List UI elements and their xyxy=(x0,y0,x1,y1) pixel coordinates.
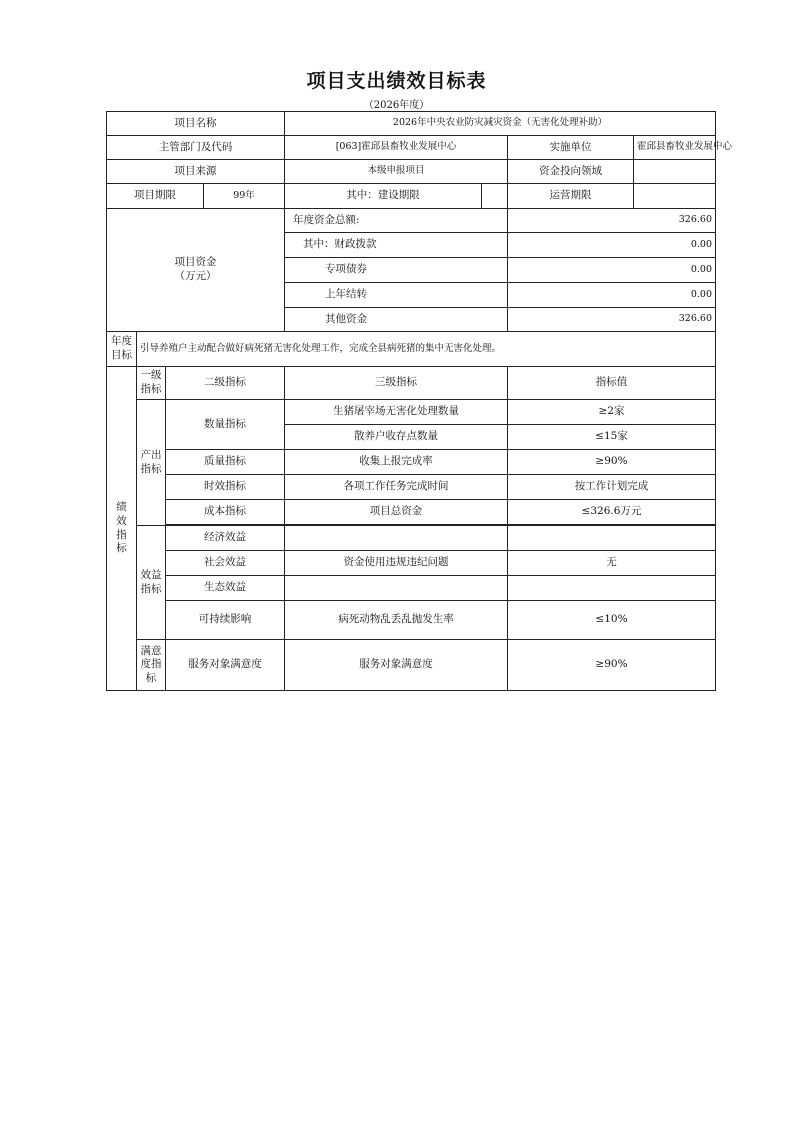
fiscal-year: （2026年度） xyxy=(363,100,430,111)
build-period-cell xyxy=(285,184,508,209)
annual-goal-label-line2: 目标 xyxy=(111,349,132,361)
indicator-name: 各项工作任务完成时间 xyxy=(285,475,508,500)
indicator-name xyxy=(285,576,508,601)
indicator-value: ≥2家 xyxy=(508,400,716,425)
cost-indicator-label: 成本指标 xyxy=(166,500,285,525)
indicator-value: ≤15家 xyxy=(508,425,716,450)
row-project-name xyxy=(107,112,716,136)
sustainability-label: 可持续影响 xyxy=(166,601,285,640)
implementing-unit-label: 实施单位 xyxy=(508,136,634,160)
perf-label-char: 标 xyxy=(116,542,127,555)
indicator-value-header: 指标值 xyxy=(508,367,716,400)
perf-label-char: 绩 xyxy=(116,501,127,514)
output-indicator-label xyxy=(137,400,166,526)
row-quality xyxy=(107,450,716,475)
performance-target-table xyxy=(106,111,733,691)
fund-row-value: 0.00 xyxy=(508,233,716,258)
fund-row-label: 上年结转 xyxy=(285,283,508,308)
economic-benefit-label: 经济效益 xyxy=(166,526,285,551)
row-indicator-header xyxy=(107,367,716,400)
row-source xyxy=(107,160,716,184)
indicator-name: 病死动物乱丢乱抛发生率 xyxy=(285,601,508,640)
fund-row-label: 其他资金 xyxy=(285,308,508,332)
indicator-value: ≤326.6万元 xyxy=(508,500,716,525)
output-label-line: 产出 xyxy=(140,448,162,461)
fund-row-label: 其中：财政拨款 xyxy=(285,233,508,258)
fund-row-value: 0.00 xyxy=(508,258,716,283)
indicator-value xyxy=(508,526,716,551)
project-period-label: 项目期限 xyxy=(134,189,176,202)
project-source-label: 项目来源 xyxy=(107,160,285,184)
project-funds-label-line2: （万元） xyxy=(174,270,217,282)
timeliness-indicator-label: 时效指标 xyxy=(166,475,285,500)
indicator-name: 生猪屠宰场无害化处理数量 xyxy=(285,400,508,425)
department-label: 主管部门及代码 xyxy=(107,136,285,160)
indicator-name: 服务对象满意度 xyxy=(285,640,508,691)
indicator-value: 无 xyxy=(508,551,716,576)
row-economic xyxy=(107,526,716,551)
operation-period-value xyxy=(634,184,716,209)
fund-field-label: 资金投向领域 xyxy=(508,160,634,184)
benefit-label-line: 指标 xyxy=(140,582,162,595)
level1-header-line1: 一级 xyxy=(140,369,162,382)
performance-indicator-label xyxy=(107,367,137,691)
fund-row-label: 专项债券 xyxy=(285,258,508,283)
indicator-value: ≥90% xyxy=(508,640,716,691)
indicator-value xyxy=(508,576,716,601)
row-satisfaction xyxy=(107,640,716,691)
perf-label-char: 效 xyxy=(116,514,127,527)
quality-indicator-label: 质量指标 xyxy=(166,450,285,475)
indicator-value: ≥90% xyxy=(508,450,716,475)
build-period-value xyxy=(481,184,507,208)
annual-goal-label-line1: 年度 xyxy=(111,335,132,348)
indicator-name: 收集上报完成率 xyxy=(285,450,508,475)
level3-header: 三级指标 xyxy=(285,367,508,400)
operation-period-label: 运营期限 xyxy=(508,184,634,209)
row-annual-goal xyxy=(107,332,716,367)
project-period-label-cell xyxy=(107,184,285,209)
indicator-value: 按工作计划完成 xyxy=(508,475,716,500)
fund-field-value xyxy=(634,160,716,184)
project-source-value: 本级申报项目 xyxy=(285,160,508,184)
annual-goal-text: 引导养殖户主动配合做好病死猪无害化处理工作，完成全县病死猪的集中无害化处理。 xyxy=(137,332,716,367)
indicator-value: ≤10% xyxy=(508,601,716,640)
indicator-name xyxy=(285,526,508,551)
social-benefit-label: 社会效益 xyxy=(166,551,285,576)
fund-row-label: 年度资金总额: xyxy=(285,209,508,233)
page-title: 项目支出绩效目标表 xyxy=(306,70,487,92)
row-department xyxy=(107,136,716,160)
project-funds-label-line1: 项目资金 xyxy=(174,256,217,269)
row-period xyxy=(107,184,716,209)
project-period-value: 99年 xyxy=(203,184,284,208)
quantity-indicator-label: 数量指标 xyxy=(166,400,285,450)
row-quantity-1 xyxy=(107,400,716,425)
row-fund-total xyxy=(107,209,716,233)
department-value: [063]霍邱县畜牧业发展中心 xyxy=(285,136,508,160)
perf-label-char: 指 xyxy=(116,528,127,541)
build-period-label: 其中：建设期限 xyxy=(346,189,420,202)
benefit-indicator-label xyxy=(137,526,166,640)
row-cost xyxy=(107,500,716,525)
project-name-label: 项目名称 xyxy=(107,112,285,136)
service-satisfaction-label: 服务对象满意度 xyxy=(166,640,285,691)
row-ecological xyxy=(107,576,716,601)
benefit-label-line: 效益 xyxy=(140,568,162,581)
indicator-name: 项目总资金 xyxy=(285,500,508,525)
output-label-line: 指标 xyxy=(140,462,162,475)
satisfaction-label-line: 标 xyxy=(145,671,157,684)
satisfaction-indicator-label xyxy=(137,640,166,691)
annual-goal-label xyxy=(107,332,137,367)
satisfaction-label-line: 满意 xyxy=(140,644,162,657)
project-funds-label xyxy=(107,209,285,332)
row-timeliness xyxy=(107,475,716,500)
project-name-value: 2026年中央农业防灾减灾资金（无害化处理补助） xyxy=(285,112,716,136)
satisfaction-label-line: 度指 xyxy=(140,658,162,671)
indicator-name: 资金使用违规违纪问题 xyxy=(285,551,508,576)
fund-row-value: 326.60 xyxy=(508,308,716,332)
row-social xyxy=(107,551,716,576)
ecological-benefit-label: 生态效益 xyxy=(166,576,285,601)
fund-row-value: 326.60 xyxy=(508,209,716,233)
level2-header: 二级指标 xyxy=(166,367,285,400)
implementing-unit-value: 霍邱县畜牧业发展中心 xyxy=(634,136,716,160)
row-sustain xyxy=(107,601,716,640)
indicator-name: 散养户收存点数量 xyxy=(285,425,508,450)
level1-header-line2: 指标 xyxy=(140,383,162,395)
fund-row-value: 0.00 xyxy=(508,283,716,308)
level1-header xyxy=(137,367,166,400)
